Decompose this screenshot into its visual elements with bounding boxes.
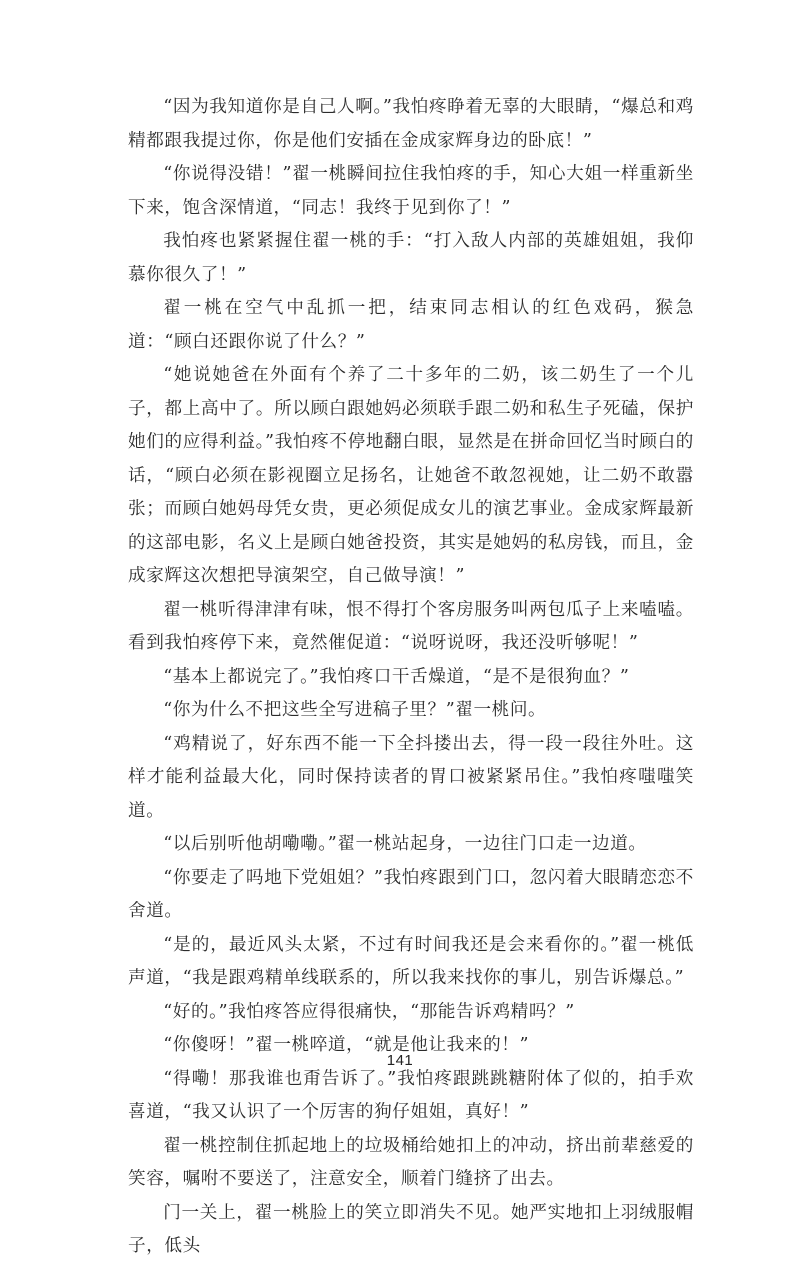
body-text bbox=[128, 91, 694, 1264]
paragraph: “鸡精说了，好东西不能一下全抖搂出去，得一段一段往外吐。这样才能利益最大化，同时保持读者的胃口被紧紧吊住。”我怕疼嗤嗤笑道。 bbox=[128, 733, 694, 821]
paragraph: “你说得没错！”翟一桃瞬间拉住我怕疼的手，知心大姐一样重新坐下来，饱含深情道，“同志！我终于见到你了！” bbox=[128, 164, 694, 218]
paragraph: “你要走了吗地下党姐姐？”我怕疼跟到门口，忽闪着大眼睛恋恋不舍道。 bbox=[128, 867, 694, 921]
paragraph: “因为我知道你是自己人啊。”我怕疼睁着无辜的大眼睛，“爆总和鸡精都跟我提过你，你是他们安插在金成家辉身边的卧底！” bbox=[128, 97, 694, 151]
paragraph: “以后别听他胡嘞嘞。”翟一桃站起身，一边往门口走一边道。 bbox=[163, 834, 647, 854]
paragraph: “你傻呀！”翟一桃啐道，“就是他让我来的！” bbox=[163, 1035, 530, 1055]
paragraph: 门一关上，翟一桃脸上的笑立即消失不见。她严实地扣上羽绒服帽子，低头 bbox=[128, 1202, 694, 1256]
paragraph: 翟一桃听得津津有味，恨不得打个客房服务叫两包瓜子上来嗑嗑。看到我怕疼停下来，竟然催促道：“说呀说呀，我还没听够呢！” bbox=[128, 599, 694, 653]
paragraph: 翟一桃控制住抓起地上的垃圾桶给她扣上的冲动，挤出前辈慈爱的笑容，嘱咐不要送了，注意安全，顺着门缝挤了出去。 bbox=[128, 1135, 694, 1189]
paragraph: 我怕疼也紧紧握住翟一桃的手：“打入敌人内部的英雄姐姐，我仰慕你很久了！” bbox=[128, 231, 694, 285]
paragraph: “得嘞！那我谁也甭告诉了。”我怕疼跟跳跳糖附体了似的，拍手欢喜道，“我又认识了一个厉害的狗仔姐姐，真好！” bbox=[128, 1068, 694, 1122]
paragraph: “你为什么不把这些全写进稿子里？”翟一桃问。 bbox=[163, 700, 547, 720]
paragraph: 翟一桃在空气中乱抓一把，结束同志相认的红色戏码，猴急道：“顾白还跟你说了什么？” bbox=[128, 298, 694, 352]
paragraph: “好的。”我怕疼答应得很痛快，“那能告诉鸡精吗？” bbox=[163, 1001, 575, 1022]
page-number: 141 bbox=[386, 1052, 414, 1069]
paragraph: “她说她爸在外面有个养了二十多年的二奶，该二奶生了一个儿子，都上高中了。所以顾白跟她妈必须联手跟二奶和私生子死磕，保护她们的应得利益。”我怕疼不停地翻白眼，显然是在拼命回忆当时顾白的话，“顾白必须在影视圈立足扬名，让她爸不敢忽视她，让二奶不敢嚣张；而顾白她妈母凭女贵，更必须促成女儿的演艺事业。金成家辉最新的这部电影，名义上是顾白她爸投资，其实是她妈的私房钱，而且，金成家辉这次想把导演架空，自己做导演！” bbox=[128, 365, 694, 586]
paragraph: “是的，最近风头太紧，不过有时间我还是会来看你的。”翟一桃低声道，“我是跟鸡精单线联系的，所以我来找你的事儿，别告诉爆总。” bbox=[128, 934, 694, 988]
paragraph: “基本上都说完了。”我怕疼口干舌燥道，“是不是很狗血？” bbox=[163, 666, 630, 687]
